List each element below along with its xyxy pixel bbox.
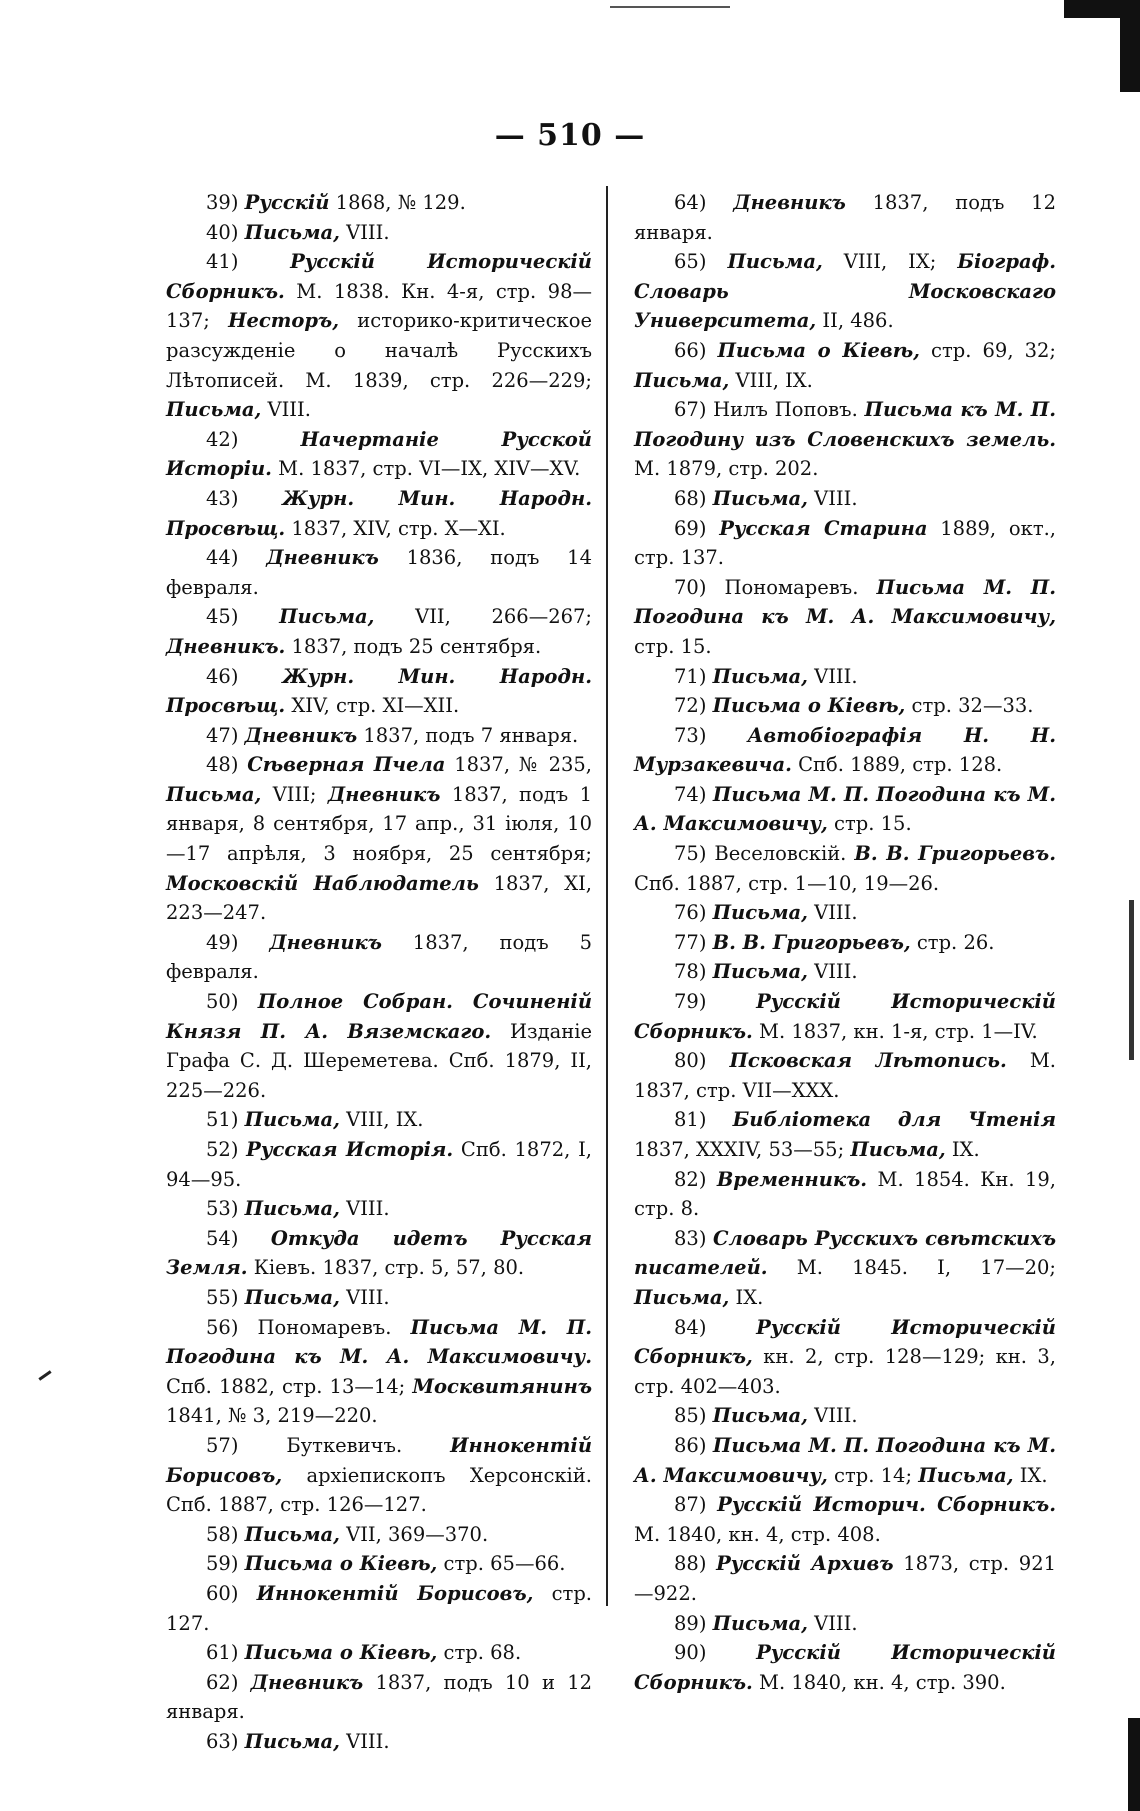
- footnote: [634, 1165, 1056, 1224]
- footnote-text: Изданіе Графа С. Д. Шереметева. Спб. 1879, II, 225—226.: [166, 1019, 592, 1102]
- footnote-text: VIII.: [807, 1404, 858, 1428]
- footnote-title: Начертаніе Русской Исторіи.: [166, 427, 592, 481]
- footnote-text: 88): [674, 1552, 717, 1576]
- footnote-text: М. 1879, стр. 202.: [634, 457, 819, 481]
- footnote: [634, 1431, 1056, 1490]
- footnote-title: Письма,: [634, 1285, 730, 1309]
- footnote-text: 86): [674, 1433, 713, 1457]
- footnote-text: 58): [206, 1522, 245, 1546]
- footnote: [634, 247, 1056, 336]
- footnote-text: 65): [674, 250, 728, 274]
- footnote-text: VIII, IX.: [729, 368, 813, 392]
- footnote: [166, 247, 592, 425]
- footnote-text: М. 1840, кн. 4, стр. 408.: [634, 1522, 881, 1546]
- footnote: [166, 1313, 592, 1431]
- footnote-text: 46): [206, 664, 283, 688]
- footnote-text: 63): [206, 1729, 245, 1753]
- footnote-title: Письма М. П. Погодина къ М. А. Максимовичу,: [634, 782, 1056, 836]
- footnote-text: М. 1840, кн. 4, стр. 390.: [752, 1670, 1006, 1694]
- footnote-text: 75) Веселовскій.: [674, 842, 855, 866]
- footnote-text: 77): [674, 930, 713, 954]
- footnote-text: 59): [206, 1552, 245, 1576]
- footnote-text: М. 1837, стр. VI—IX, XIV—XV.: [271, 457, 581, 481]
- footnote-text: IX.: [1013, 1463, 1048, 1487]
- footnote-title: Письма о Кіевѣ,: [717, 338, 920, 362]
- footnote-title: Автобіографія Н. Н. Мурзакевича.: [634, 723, 1056, 777]
- footnote: [166, 543, 592, 602]
- footnote-title: Письма,: [712, 486, 808, 510]
- footnote-title: Русскій Историческій Сборникъ.: [634, 990, 1056, 1043]
- scan-edge-top-right: [1120, 0, 1140, 92]
- footnote-text: 1837, подъ 12 января.: [634, 191, 1056, 244]
- footnote-text: 39): [206, 191, 245, 214]
- footnote-text: М. 1838. Кн. 4-я, стр. 98—137;: [166, 279, 592, 333]
- footnote-text: 79): [674, 990, 757, 1014]
- footnote-text: 78): [674, 960, 713, 984]
- footnote-text: 64): [674, 191, 734, 214]
- footnote-text: кн. 2, стр. 128—129; кн. 3, стр. 402—403.: [634, 1345, 1056, 1398]
- footnote: [634, 780, 1056, 839]
- footnote-text: VIII.: [807, 664, 858, 688]
- footnote-text: стр. 127.: [166, 1581, 592, 1635]
- footnote-text: VIII;: [261, 782, 328, 806]
- footnote-title: Письма,: [166, 782, 262, 806]
- footnote-text: VIII.: [339, 220, 390, 244]
- footnote-text: 48): [206, 753, 248, 777]
- footnote: [634, 898, 1056, 928]
- footnote-text: VIII.: [807, 901, 858, 925]
- footnote: [634, 1046, 1056, 1105]
- footnote: [634, 1105, 1056, 1164]
- footnote-text: 55): [206, 1285, 245, 1309]
- footnote-text: 51): [206, 1108, 245, 1132]
- footnote-title: Московскій Наблюдатель: [166, 871, 479, 895]
- footnote-title: Полное Собран. Сочиненій Князя П. А. Вяземскаго.: [166, 990, 592, 1043]
- footnote: [634, 1638, 1056, 1697]
- footnote-title: Дневникъ: [733, 191, 846, 214]
- footnote-title: Письма,: [244, 1729, 340, 1753]
- footnote-text: 70) Пономаревъ.: [674, 575, 877, 599]
- footnote-text: 67) Нилъ Поповъ.: [674, 398, 865, 422]
- footnote: [634, 1401, 1056, 1431]
- footnote-text: 85): [674, 1404, 713, 1428]
- footnote: [634, 1490, 1056, 1549]
- footnote-title: Письма М. П. Погодина къ М. А. Максимовичу.: [166, 1315, 592, 1369]
- footnote: [166, 721, 592, 751]
- footnote-text: 60): [206, 1581, 257, 1605]
- footnote-title: Журн. Мин. Народн. Просвѣщ.: [166, 664, 592, 718]
- footnote-text: М. 1837, кн. 1-я, стр. 1—IV.: [752, 1019, 1038, 1043]
- footnote-text: 83): [674, 1226, 713, 1250]
- footnote-title: Письма,: [244, 1108, 340, 1132]
- footnote-title: Откуда идетъ Русская Земля.: [166, 1226, 592, 1280]
- footnote-text: 61): [206, 1641, 245, 1665]
- footnote-title: Журн. Мин. Народн. Просвѣщ.: [166, 486, 592, 540]
- footnote-text: 52): [206, 1138, 247, 1161]
- footnote: [634, 957, 1056, 987]
- footnote-text: 54): [206, 1226, 271, 1250]
- footnote-text: М. 1854. Кн. 19, стр. 8.: [634, 1167, 1056, 1221]
- footnote-title: Письма о Кіевѣ,: [712, 694, 906, 718]
- footnote: [166, 1431, 592, 1520]
- footnote-text: стр. 15.: [634, 634, 712, 658]
- scan-speck: [38, 1370, 51, 1380]
- footnote-text: 41): [206, 250, 291, 274]
- footnote: [634, 573, 1056, 662]
- footnote-title: Дневникъ: [266, 546, 379, 570]
- footnote-text: М. 1845. I, 17—20;: [767, 1256, 1056, 1280]
- footnote-text: II, 486.: [816, 309, 894, 333]
- footnote-title: Письма,: [244, 220, 340, 244]
- footnote-text: 74): [674, 782, 713, 806]
- footnote-text: Спб. 1889, стр. 128.: [791, 753, 1003, 777]
- footnote: [634, 691, 1056, 721]
- footnote: [634, 484, 1056, 514]
- footnote-title: В. В. Григорьевъ.: [854, 842, 1056, 866]
- footnote-text: 66): [674, 338, 718, 362]
- footnote-title: Письма,: [279, 605, 375, 629]
- scan-edge-top-bar: [1064, 0, 1120, 18]
- footnote: [634, 1313, 1056, 1402]
- footnote-text: VIII.: [261, 398, 311, 422]
- footnote-title: Письма,: [727, 250, 823, 274]
- footnote-title: Библіотека для Чтенія: [732, 1108, 1056, 1132]
- footnote-text: 73): [674, 723, 748, 747]
- footnote-text: VIII.: [807, 1611, 858, 1635]
- footnote: [634, 839, 1056, 898]
- footnote-text: 57) Буткевичъ.: [206, 1433, 451, 1457]
- footnote-title: Русскій Историческій Сборникъ.: [634, 1641, 1056, 1694]
- footnote: [634, 336, 1056, 395]
- footnote: [634, 1549, 1056, 1608]
- footnote-text: 44): [206, 546, 267, 570]
- footnote-text: 1868, № 129.: [329, 191, 466, 214]
- footnote-text: стр. 69, 32;: [919, 338, 1056, 362]
- footnote-title: Письма М. П. Погодина къ М. А. Максимовичу,: [634, 575, 1056, 629]
- footnote-text: 56) Пономаревъ.: [206, 1315, 411, 1339]
- footnote: [166, 750, 592, 928]
- footnote-text: Кіевъ. 1837, стр. 5, 57, 80.: [247, 1256, 525, 1280]
- footnote-title: Письма,: [244, 1197, 340, 1221]
- footnote-title: Дневникъ.: [166, 634, 286, 658]
- scan-mark-top: [610, 6, 730, 8]
- footnote-text: стр. 68.: [437, 1641, 522, 1665]
- footnote-title: Письма,: [850, 1138, 946, 1161]
- footnote-title: Русскій Архивъ: [716, 1552, 894, 1576]
- footnote-title: Дневникъ: [269, 930, 382, 954]
- footnote-text: 89): [674, 1611, 713, 1635]
- footnote: [166, 602, 592, 661]
- footnote-text: 50): [206, 990, 258, 1014]
- footnote-text: 72): [674, 694, 713, 718]
- footnote-text: Спб. 1887, стр. 1—10, 19—26.: [634, 871, 940, 895]
- notes-right-column: [634, 188, 1056, 1697]
- footnote-text: архіепископъ Херсонскій. Спб. 1887, стр. 126—127.: [166, 1463, 592, 1517]
- footnote-title: Иннокентій Борисовъ,: [166, 1433, 592, 1487]
- footnote-title: Письма,: [634, 368, 730, 392]
- footnote-text: стр. 65—66.: [437, 1552, 566, 1576]
- footnote-text: VIII.: [807, 486, 858, 510]
- footnote-text: 53): [206, 1197, 245, 1221]
- footnote-text: IX.: [945, 1138, 980, 1161]
- scan-edge-bottom-right: [1128, 1718, 1140, 1811]
- footnote: [166, 987, 592, 1105]
- footnote-title: Письма къ М. П. Погодину изъ Словенскихъ земель.: [634, 398, 1056, 451]
- footnote-text: VII, 266—267;: [374, 605, 592, 629]
- footnote-text: VIII.: [339, 1285, 390, 1309]
- footnote-text: XIV, стр. XI—XII.: [285, 694, 460, 718]
- footnote-text: стр. 14;: [827, 1463, 919, 1487]
- footnote-text: 80): [674, 1049, 730, 1073]
- footnote-text: 47): [206, 723, 245, 747]
- footnote: [166, 1668, 592, 1727]
- scan-edge-right: [1129, 900, 1134, 1060]
- footnote: [166, 1520, 592, 1550]
- footnote-title: Дневникъ: [327, 782, 441, 806]
- footnote-text: 82): [674, 1167, 717, 1191]
- footnote-text: 1873, стр. 921—922.: [634, 1552, 1057, 1605]
- footnote-title: Письма,: [712, 960, 808, 984]
- footnote-text: VIII.: [339, 1729, 390, 1753]
- footnote-title: Дневникъ: [250, 1670, 364, 1694]
- footnote: [166, 1224, 592, 1283]
- footnote-text: 1837, XIV, стр. X—XI.: [285, 516, 506, 540]
- footnote-text: 1837, XXXIV, 53—55;: [634, 1138, 851, 1161]
- footnote-title: Иннокентій Борисовъ,: [256, 1581, 534, 1605]
- footnote-title: Письма,: [244, 1522, 340, 1546]
- footnote: [634, 987, 1056, 1046]
- footnote-title: Русская Старина: [719, 516, 928, 540]
- footnote-text: 1889, окт., стр. 137.: [634, 516, 1056, 570]
- footnote-text: 1836, подъ 14 февраля.: [166, 546, 592, 599]
- footnote-text: VIII.: [339, 1197, 390, 1221]
- footnote-title: Словарь Русскихъ свѣтскихъ писателей.: [634, 1226, 1057, 1280]
- footnote: [634, 928, 1056, 958]
- footnote-text: 62): [206, 1670, 251, 1694]
- footnote-text: 90): [674, 1641, 757, 1665]
- footnote-text: 1837, № 235,: [445, 753, 592, 777]
- footnote-title: Письма,: [166, 398, 262, 422]
- footnote: [634, 721, 1056, 780]
- footnote-text: 1837, подъ 5 февраля.: [166, 930, 592, 984]
- footnote-title: Временникъ.: [716, 1167, 868, 1191]
- footnote: [166, 1105, 592, 1135]
- footnote-text: 1837, XI, 223—247.: [166, 871, 592, 925]
- footnote-title: Письма,: [712, 664, 808, 688]
- footnote-text: стр. 15.: [827, 812, 912, 836]
- footnote-text: 1841, № 3, 219—220.: [166, 1404, 378, 1428]
- footnote: [166, 1638, 592, 1668]
- footnote-title: Письма,: [918, 1463, 1014, 1487]
- footnote-text: 71): [674, 664, 713, 688]
- footnote-title: Дневникъ: [244, 723, 358, 747]
- footnote: [166, 425, 592, 484]
- footnote-title: Письма,: [712, 1404, 808, 1428]
- footnote: [634, 188, 1056, 247]
- footnote-text: Спб. 1872, I, 94—95.: [166, 1138, 592, 1191]
- footnote: [166, 1549, 592, 1579]
- footnote-text: VIII, IX;: [822, 250, 958, 274]
- footnote: [166, 928, 592, 987]
- footnote-title: Русскій: [244, 191, 330, 214]
- footnote: [634, 1224, 1056, 1313]
- footnote-text: 87): [674, 1493, 718, 1517]
- footnote-text: 42): [206, 427, 301, 451]
- footnote-text: IX.: [729, 1285, 764, 1309]
- footnote-text: 68): [674, 486, 713, 510]
- footnote-text: 45): [206, 605, 280, 629]
- footnote: [634, 1609, 1056, 1639]
- footnote-title: Москвитянинъ: [412, 1374, 592, 1398]
- footnote-text: стр. 32—33.: [905, 694, 1034, 718]
- footnote-text: VII, 369—370.: [339, 1522, 489, 1546]
- footnote-text: VIII.: [807, 960, 858, 984]
- footnote-title: Біограф. Словарь Московскаго Университета,: [634, 250, 1057, 333]
- footnote-title: Русскій Историческій Сборникъ.: [166, 250, 592, 303]
- footnote-text: историко-критическое разсужденіе о началѣ Русскихъ Лѣтописей. М. 1839, стр. 226—229;: [166, 309, 592, 392]
- footnote-text: М. 1837, стр. VII—XXX.: [634, 1049, 1056, 1102]
- footnote-text: 1837, подъ 25 сентября.: [285, 634, 542, 658]
- footnote: [166, 1579, 592, 1638]
- footnote-text: 1837, подъ 7 января.: [357, 723, 579, 747]
- footnote-title: Русская Исторія.: [246, 1138, 454, 1161]
- footnote: [166, 484, 592, 543]
- footnote-title: Письма,: [244, 1285, 340, 1309]
- footnote-text: 69): [674, 516, 720, 540]
- footnote-title: Несторъ,: [228, 309, 340, 333]
- footnote: [166, 218, 592, 248]
- footnote: [166, 1283, 592, 1313]
- footnote-text: Спб. 1882, стр. 13—14;: [166, 1374, 413, 1398]
- footnote-text: 1837, подъ 10 и 12 января.: [166, 1670, 593, 1724]
- footnote: [166, 1194, 592, 1224]
- footnote-text: 40): [206, 220, 245, 244]
- footnote: [166, 188, 592, 218]
- footnote: [166, 1727, 592, 1757]
- footnote: [166, 1135, 592, 1194]
- footnote-text: стр. 26.: [910, 930, 995, 954]
- footnote-title: Сѣверная Пчела: [247, 753, 446, 777]
- page-number: — 510 —: [494, 118, 646, 153]
- notes-left-column: [166, 188, 592, 1756]
- footnote-title: Псковская Лѣтопись.: [729, 1049, 1007, 1073]
- footnote-title: Письма,: [712, 901, 808, 925]
- footnote-text: 49): [206, 930, 270, 954]
- footnote: [634, 514, 1056, 573]
- footnote-title: Письма о Кіевѣ,: [244, 1552, 438, 1576]
- footnote-title: Письма,: [712, 1611, 808, 1635]
- footnote-text: 43): [206, 486, 283, 510]
- footnote-text: 84): [674, 1315, 757, 1339]
- footnote: [634, 395, 1056, 484]
- footnote-title: Русскій Историч. Сборникъ.: [717, 1493, 1056, 1517]
- footnote: [634, 662, 1056, 692]
- footnote-title: В. В. Григорьевъ,: [712, 930, 911, 954]
- footnote-text: 76): [674, 901, 713, 925]
- footnote: [166, 662, 592, 721]
- column-divider: [606, 186, 608, 1606]
- footnote-text: 1837, подъ 1 января, 8 сентября, 17 апр., 31 іюля, 10—17 апрѣля, 3 ноября, 25 сентября;: [166, 782, 592, 866]
- footnote-text: VIII, IX.: [339, 1108, 424, 1132]
- footnote-text: 81): [674, 1108, 733, 1132]
- footnote-title: Письма М. П. Погодина къ М. А. Максимовичу,: [634, 1433, 1056, 1487]
- footnote-title: Письма о Кіевѣ,: [244, 1641, 438, 1665]
- footnote-title: Русскій Историческій Сборникъ,: [634, 1315, 1056, 1369]
